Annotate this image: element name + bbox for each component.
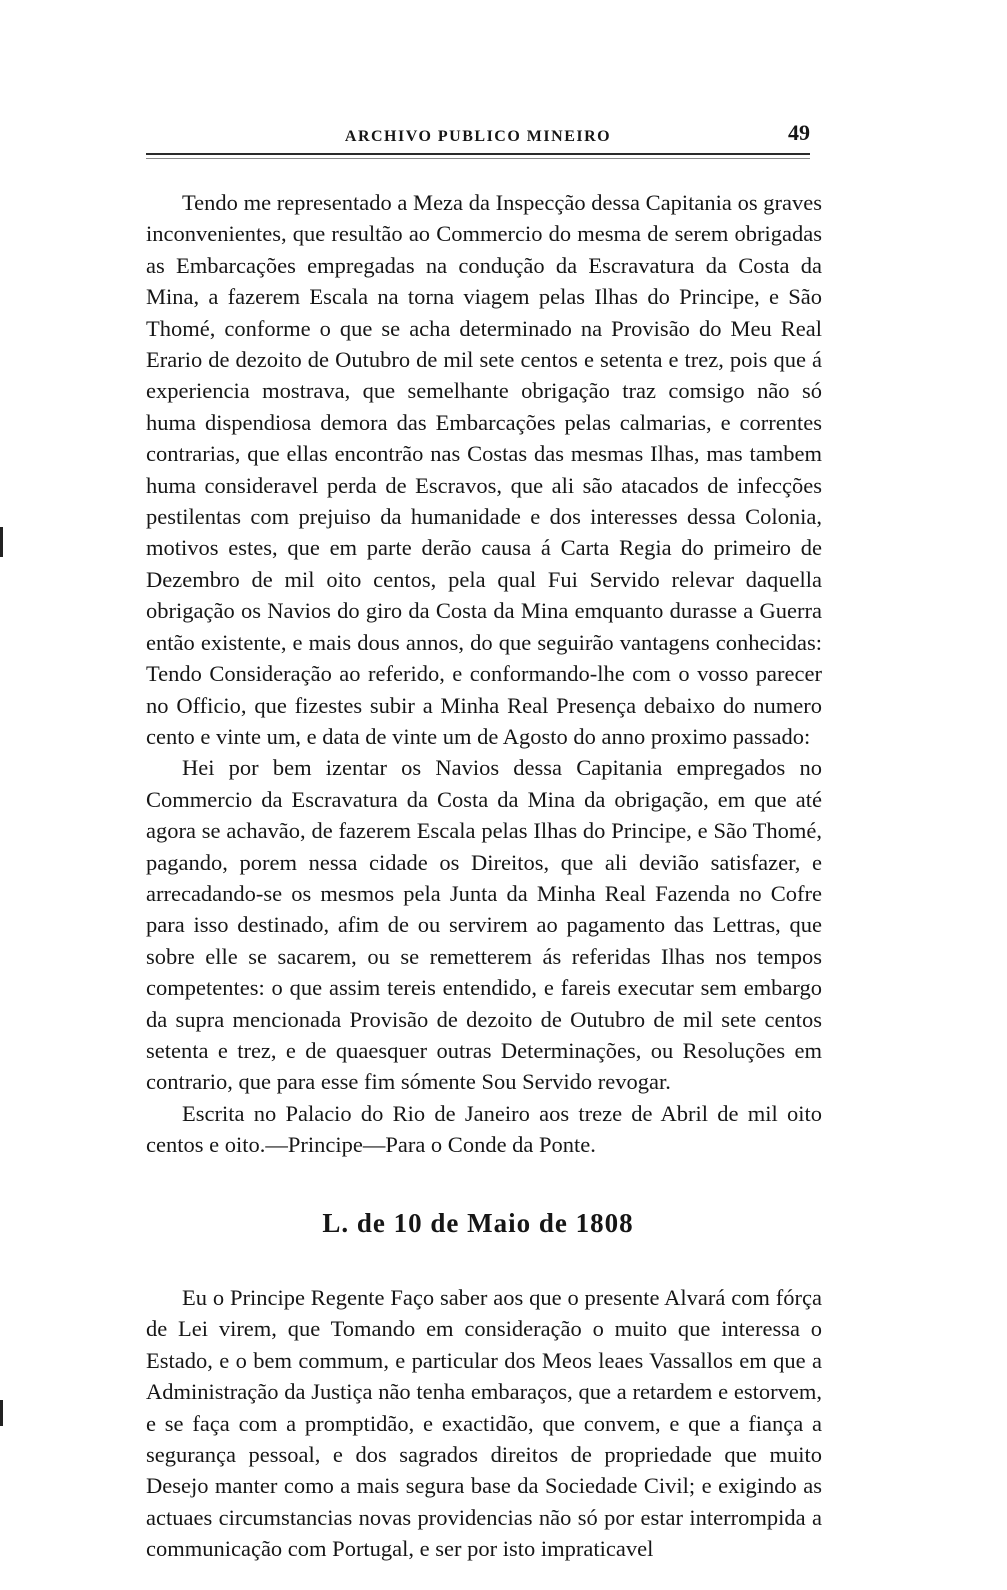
paragraph: Tendo me representado a Meza da Inspecção dessa Capitania os graves inconvenientes, que resultão ao Commercio do mesma de serem obrigadas as Embarcações empregadas na condução da Escravatura da Costa da Mina, a fazerem Escala na torna viagem pelas Ilhas do Principe, e São Thomé, conforme o que se acha determinado na Provisão do Meu Real Erario de dezoito de Outubro de mil sete centos e setenta e trez, pois que á experiencia mostrava, que semelhante obrigação traz comsigo não só huma dispendiosa demora das Embarcações pelas calmarias, e correntes contrarias, que ellas encontrão nas Costas das mesmas Ilhas, mas tambem huma consideravel perda de Escravos, que ali são atacados de infecções pestilentas com prejuiso da humanidade e dos interesses dessa Colonia, motivos estes, que em parte derão causa á Carta Regia do primeiro de Dezembro de mil oito centos, pela qual Fui Servido relevar daquella obrigação os Navios do giro da Costa da Mina emquanto durasse a Guerra então existente, e mais dous annos, do que seguirão vantagens conhecidas: Tendo Consideração ao referido, e conformando-lhe com o vosso parecer no Officio, que fizestes subir a Minha Real Presença debaixo do numero cento e vinte um, e data de vinte um de Agosto do anno proximo passado: xyxy=(146,190,822,749)
page-number: 49 xyxy=(788,120,810,145)
scan-edge-mark xyxy=(0,1400,3,1426)
body-text xyxy=(146,187,822,1161)
running-head: ARCHIVO PUBLICO MINEIRO xyxy=(344,128,612,145)
paragraph: Escrita no Palacio do Rio de Janeiro aos treze de Abril de mil oito centos e oito.—Principe—Para o Conde da Ponte. xyxy=(146,1100,822,1158)
page-header xyxy=(146,118,810,152)
paragraph: Eu o Principe Regente Faço saber aos que o presente Alvará com fórça de Lei virem, que Tomando em consideração o muito que interessa o Estado, e o bem commum, e particular dos Meos leaes Vassallos em que a Administração da Justiça não tenha embaraços, que a retardem e estorvem, e se faça com a promptidão, e exactidão, que convem, e que a fiança a segurança pessoal, e dos sagrados direitos de propriedade que muito Desejo manter como a mais segura base da Sociedade Civil; e exigindo as actuaes circumstancias novas providencias não só por estar interrompida a communicação com Portugal, e ser por isto impraticavel xyxy=(146,1285,822,1562)
scan-edge-mark xyxy=(0,527,3,557)
section-body-text xyxy=(146,1282,822,1565)
paragraph: Hei por bem izentar os Navios dessa Capitania empregados no Commercio da Escravatura da Costa da Mina da obrigação, em que até agora se achavão, de fazerem Escala pelas Ilhas do Principe, e São Thomé, pagando, porem nessa cidade os Direitos, que ali devião satisfazer, e arrecadando-se os mesmos pela Junta da Minha Real Fazenda no Cofre para isso destinado, afim de ou servirem ao pagamento das Lettras, que sobre elle se sacarem, ou se remetterem ás referidas Ilhas nos tempos competentes: o que assim tereis entendido, e fareis executar sem embargo da supra mencionada Provisão de dezoito de Outubro de mil sete centos setenta e trez, e de quaesquer outras Determinações, ou Resoluções em contrario, que para esse fim sómente Sou Servido revogar. xyxy=(146,755,822,1095)
section-title: L. de 10 de Maio de 1808 xyxy=(322,1208,634,1238)
header-rule xyxy=(146,153,810,159)
